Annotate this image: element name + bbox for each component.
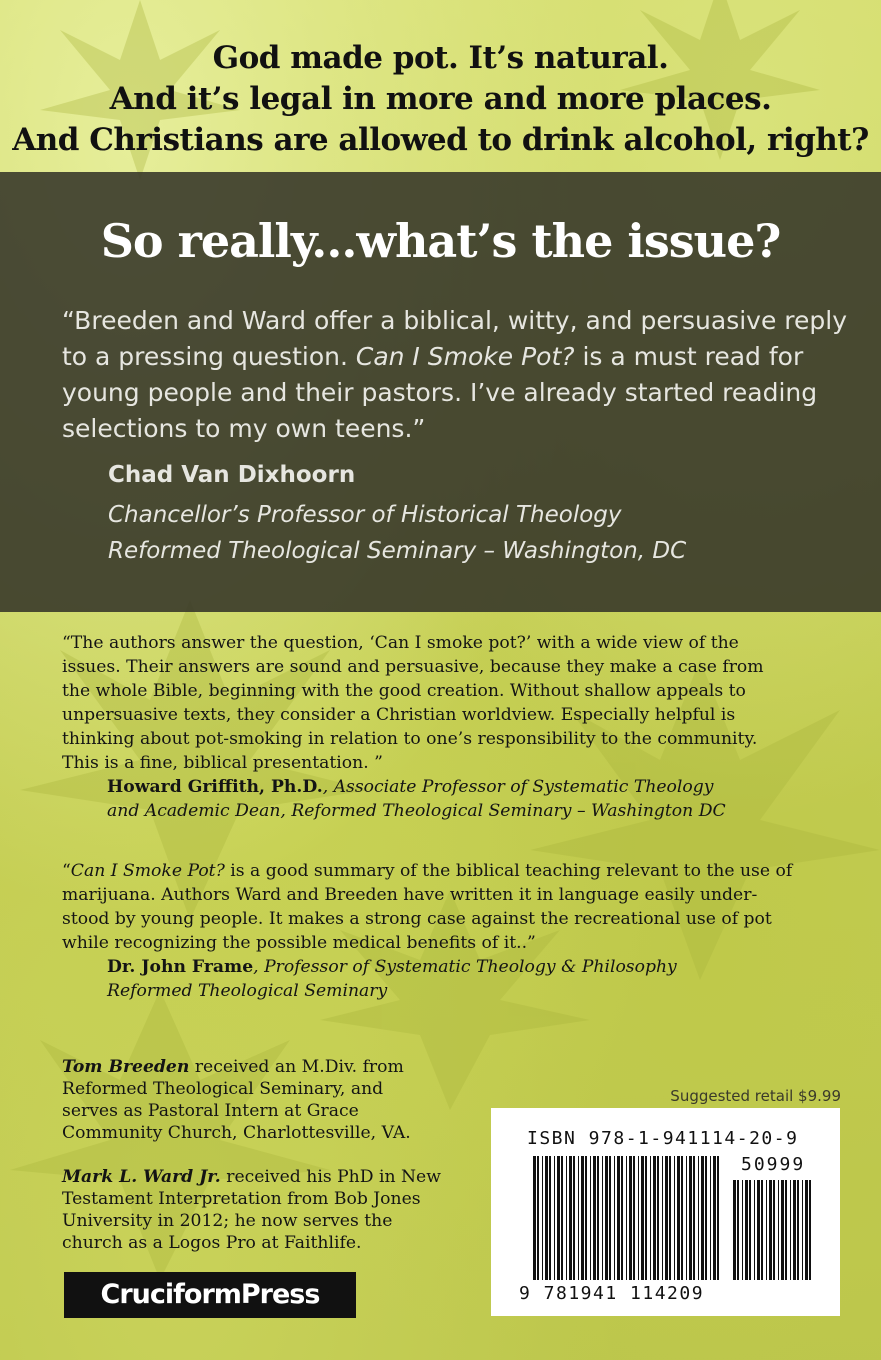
endorser-title-3a: , Professor of Systematic Theology & Philosophy xyxy=(253,957,677,977)
barcode-bar xyxy=(733,1180,736,1280)
quote3-line: “Can I Smoke Pot? is a good summary of the biblical teaching relevant to the use of xyxy=(62,861,793,881)
endorser-2-line-1 xyxy=(107,775,726,799)
endorsement-quote-1 xyxy=(62,303,852,447)
author-name-1: Tom Breeden xyxy=(62,1057,190,1077)
barcode-bar xyxy=(657,1156,659,1280)
endorser-title-2a: , Associate Professor of Systematic Theology xyxy=(322,777,714,797)
barcode-bar xyxy=(677,1156,680,1280)
barcode-bar xyxy=(542,1156,543,1280)
barcode-bar xyxy=(781,1180,784,1280)
quote1-line: young people and their pastors. I’ve already started reading xyxy=(62,378,818,407)
quote2-line: issues. Their answers are sound and persuasive, because they make a case from xyxy=(62,657,764,677)
quote1-line-part: is a must read for xyxy=(582,342,804,371)
author-bio-1 xyxy=(62,1056,452,1144)
book-title: Can I Smoke Pot? xyxy=(355,342,575,371)
quote1-line-part: to a pressing question. xyxy=(62,342,348,371)
barcode-bar xyxy=(809,1180,811,1280)
barcode-bar xyxy=(745,1180,748,1280)
tagline-line-1: God made pot. It’s natural. xyxy=(212,40,669,76)
barcode-bar xyxy=(633,1156,635,1280)
barcode-bar xyxy=(593,1156,596,1280)
barcode-bar xyxy=(785,1180,787,1280)
barcode-bar xyxy=(665,1156,668,1280)
quote3-line: marijuana. Authors Ward and Breeden have written it in language easily under- xyxy=(62,885,758,905)
endorser-name-2: Howard Griffith, Ph.D. xyxy=(107,777,323,797)
barcode-bar xyxy=(605,1156,608,1280)
barcode-bar xyxy=(602,1156,603,1280)
quote2-line: the whole Bible, beginning with the good creation. Without shallow appeals to xyxy=(62,681,746,701)
barcode-bar xyxy=(626,1156,627,1280)
barcode-bar xyxy=(569,1156,572,1280)
price-code: 50999 xyxy=(741,1154,806,1175)
barcode-bar xyxy=(757,1180,760,1280)
barcode-bar xyxy=(549,1156,551,1280)
top-tagline xyxy=(0,38,881,161)
bio-line: serves as Pastoral Intern at Grace xyxy=(62,1101,359,1121)
barcode-bar xyxy=(533,1156,536,1280)
endorser-3-line-1 xyxy=(107,955,677,979)
quote3-line: while recognizing the possible medical benefits of it..” xyxy=(62,933,536,953)
barcode-bar xyxy=(713,1156,716,1280)
barcode-bar xyxy=(557,1156,560,1280)
barcode-bar xyxy=(689,1156,692,1280)
barcode-bar xyxy=(537,1156,539,1280)
endorser-3-attribution xyxy=(107,955,677,1003)
author-name-2: Mark L. Ward Jr. xyxy=(62,1167,221,1187)
barcode-bar xyxy=(793,1180,796,1280)
tagline-line-3: And Christians are allowed to drink alcohol, right? xyxy=(12,122,869,158)
bio-line: Mark L. Ward Jr. received his PhD in New xyxy=(62,1167,441,1187)
bio-line: Testament Interpretation from Bob Jones xyxy=(62,1189,421,1209)
bio-line: Reformed Theological Seminary, and xyxy=(62,1079,384,1099)
tagline-line-2: And it’s legal in more and more places. xyxy=(109,81,772,117)
barcode-bar xyxy=(597,1156,599,1280)
bio-line: University in 2012; he now serves the xyxy=(62,1211,393,1231)
quote1-line xyxy=(62,339,852,375)
endorsement-quote-2 xyxy=(62,631,852,775)
barcode-bar xyxy=(662,1156,663,1280)
barcode-bar xyxy=(645,1156,647,1280)
quote1-line: selections to my own teens.” xyxy=(62,414,426,443)
barcode-bar xyxy=(773,1180,775,1280)
endorser-title-3b: Reformed Theological Seminary xyxy=(107,981,388,1001)
headline: So really...what’s the issue? xyxy=(100,214,781,268)
barcode-bar xyxy=(561,1156,563,1280)
quote2-line: This is a fine, biblical presentation. ” xyxy=(62,753,383,773)
barcode-bar xyxy=(554,1156,555,1280)
quote3-line-part: is a good summary of the biblical teaching relevant to the use of xyxy=(224,861,793,881)
barcode-bar xyxy=(638,1156,639,1280)
bio-line: church as a Logos Pro at Faithlife. xyxy=(62,1233,362,1253)
quote2-line: thinking about pot-smoking in relation to one’s responsibility to the community. xyxy=(62,729,758,749)
quote2-line: “The authors answer the question, ‘Can I smoke pot?’ with a wide view of the xyxy=(62,633,739,653)
endorser-title-1 xyxy=(108,497,686,569)
author-bio-2 xyxy=(62,1166,452,1254)
barcode-bar xyxy=(698,1156,699,1280)
isbn-number: ISBN 978-1-941114-20-9 xyxy=(527,1128,799,1149)
barcode-bar xyxy=(717,1156,719,1280)
barcode-bar xyxy=(710,1156,711,1280)
barcode-bar xyxy=(737,1180,739,1280)
barcode-bar xyxy=(754,1180,755,1280)
endorser-title-2b: and Academic Dean, Reformed Theological Seminary – Washington DC xyxy=(107,801,726,821)
publisher-logo: CruciformPress xyxy=(64,1272,356,1318)
barcode-bar xyxy=(802,1180,803,1280)
bio-line: Community Church, Charlottesville, VA. xyxy=(62,1123,411,1143)
isbn-barcode xyxy=(491,1108,840,1316)
barcode-bar xyxy=(761,1180,763,1280)
barcode-bar xyxy=(705,1156,707,1280)
quote3-line: stood by young people. It makes a strong case against the recreational use of pot xyxy=(62,909,772,929)
barcode-bar xyxy=(566,1156,567,1280)
barcode-bar xyxy=(805,1180,808,1280)
barcode-bar xyxy=(797,1180,799,1280)
endorser-title-line: Chancellor’s Professor of Historical Theology xyxy=(108,502,622,528)
barcode-bar xyxy=(614,1156,615,1280)
barcode-bar xyxy=(578,1156,579,1280)
barcode-bar xyxy=(590,1156,591,1280)
barcode-bar xyxy=(778,1180,779,1280)
barcode-bar xyxy=(581,1156,584,1280)
barcode-bar xyxy=(650,1156,651,1280)
endorser-2-attribution xyxy=(107,775,726,823)
ean-digits: 9 781941 114209 xyxy=(519,1283,705,1304)
barcode-bar xyxy=(669,1156,671,1280)
barcode-bar xyxy=(621,1156,623,1280)
quote2-line: unpersuasive texts, they consider a Christian worldview. Especially helpful is xyxy=(62,705,736,725)
barcode-bar xyxy=(674,1156,675,1280)
barcode-bar xyxy=(693,1156,695,1280)
bio-line: Tom Breeden received an M.Div. from xyxy=(62,1057,404,1077)
barcode-bar xyxy=(573,1156,575,1280)
endorser-name-3: Dr. John Frame xyxy=(107,957,254,977)
barcode-bar xyxy=(681,1156,683,1280)
endorser-name-1: Chad Van Dixhoorn xyxy=(108,462,356,488)
barcode-bar xyxy=(701,1156,704,1280)
barcode-bar xyxy=(585,1156,587,1280)
barcode-bar xyxy=(769,1180,772,1280)
quote1-line: “Breeden and Ward offer a biblical, witty, and persuasive reply xyxy=(62,306,848,335)
barcode-bar xyxy=(545,1156,548,1280)
endorsement-quote-3 xyxy=(62,859,852,955)
barcode-bar xyxy=(617,1156,620,1280)
barcode-bar xyxy=(629,1156,632,1280)
barcode-bar xyxy=(790,1180,791,1280)
barcode-bar xyxy=(686,1156,687,1280)
book-title: Can I Smoke Pot? xyxy=(70,861,225,881)
barcode-bar xyxy=(641,1156,644,1280)
barcode-bar xyxy=(749,1180,751,1280)
endorser-title-line: Reformed Theological Seminary – Washington, DC xyxy=(108,538,687,564)
barcode-bar xyxy=(742,1180,743,1280)
suggested-retail-price: Suggested retail $9.99 xyxy=(670,1087,841,1105)
barcode-bar xyxy=(766,1180,767,1280)
barcode-bar xyxy=(609,1156,611,1280)
barcode-bar xyxy=(653,1156,656,1280)
